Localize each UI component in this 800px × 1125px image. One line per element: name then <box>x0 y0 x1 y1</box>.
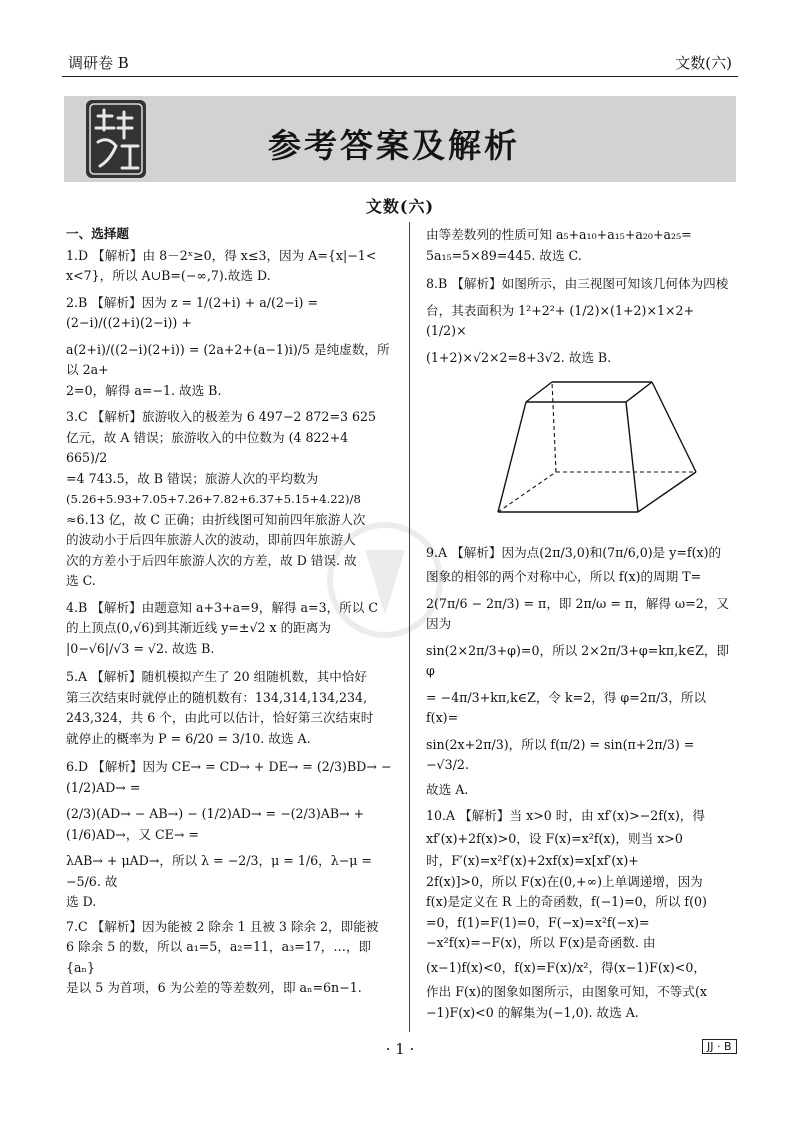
answer-5: 5.A 【解析】随机模拟产生了 20 组随机数，其中恰好 第三次结束时就停止的随机数有：134,314,134,234, 243,324，共 6 个，由此可以估计，恰好第三次结束时 就停止的概率为 P = 6/20 = 3/10. 故选 A. <box>66 669 374 746</box>
answer-7: 7.C 【解析】因为能被 2 除余 1 且被 3 除余 2，即能被 6 除余 5 的数，所以 a₁=5，a₂=11，a₃=17，…，即{aₙ} 是以 5 为首项，6 为公差的等差数列，即 aₙ=6n−1. <box>66 918 379 995</box>
header-right: 文数(六) <box>675 54 732 72</box>
header-left: 调研卷 B <box>68 54 129 72</box>
answer-10: 10.A 【解析】当 x>0 时，由 xf′(x)>−2f(x)，得 xf′(x)+2f(x)>0，设 F(x)=x²f(x)，则当 x>0 时，F′(x)=x²f′(x)+2xf(x)=x[xf′(x)+ 2f(x)]>0，所以 F(x)在(0,+∞)上单调递增，因为 f(x)是定义在 R 上的奇函数，f(−1)=0，所以 f(0) =0，f(1)=F(1)=0，F(−x)=x²f(−x)= −x²f(x)=−F(x)，所以 F(x)是奇函数. 由 (x−1)f(x)<0，f(x)=F(x)/x²，得(x−1)F(x)<0， 作出 F(x)的图象如图所示，由图象可知，不等式(x −1)F(x)<0 的解集为(−1,0). 故选 A. <box>426 808 707 1020</box>
section-title: 一、选择题 <box>66 226 129 241</box>
footer-tag: JJ · B <box>702 1039 737 1054</box>
answer-4: 4.B 【解析】由题意知 a+3+a=9，解得 a=3，所以 C 的上顶点(0,√6)到其渐近线 y=±√2 x 的距离为 |0−√6|/√3 = √2. 故选 B. <box>66 599 379 656</box>
header-rule <box>62 76 738 77</box>
column-divider <box>409 222 410 1032</box>
right-column <box>426 224 736 1023</box>
frustum-figure <box>426 374 736 524</box>
answer-9: 9.A 【解析】因为点(2π/3,0)和(7π/6,0)是 y=f(x)的 图象的相邻的两个对称中心，所以 f(x)的周期 T= 2(7π/6 − 2π/3) = π，即 2π/ω = π，解得 ω=2，又因为 sin(2×2π/3+φ)=0，所以 2×2π/3+φ=kπ,k∈Z，即 φ = −4π/3+kπ,k∈Z，令 k=2，得 φ=2π/3，所以 f(x)= sin(2x+2π/3)，所以 f(π/2) = sin(π+2π/3) = −√3/2. 故选 A. <box>426 544 730 797</box>
answer-8: 8.B 【解析】如图所示，由三视图可知该几何体为四棱 台，其表面积为 1²+2²+ (1/2)×(1+2)×1×2+ (1/2)× (1+2)×√2×2=8+3√2. 故选 B. <box>426 276 729 365</box>
left-column <box>66 224 392 999</box>
answer-3: 3.C 【解析】旅游收入的极差为 6 497−2 872=3 625 亿元，故 A 错误；旅游收入的中位数为 (4 822+4 665)/2 =4 743.5，故 B 错误；旅游人次的平均数为 (5.26+5.93+7.05+7.26+7.82+6.37+5.15+4.22)/8 ≈6.13 亿，故 C 正确；由折线图可知前四年旅游人次 的波动小于后四年旅游人次的波动，即前四年旅游人 次的方差小于后四年旅游人次的方差，故 D 错误. 故 选 C. <box>66 409 377 588</box>
seal-logo-icon <box>84 98 148 180</box>
answer-7-continued: 由等差数列的性质可知 a₅+a₁₀+a₁₅+a₂₀+a₂₅= 5a₁₅=5×89=445. 故选 C. <box>426 227 692 263</box>
answer-1: 1.D 【解析】由 8－2ˣ≥0，得 x≤3，因为 A={x|−1< x<7}，所以 A∪B=(−∞,7).故选 D. <box>66 247 377 283</box>
page-subtitle: 文数(六) <box>365 197 435 216</box>
banner-title: 参考答案及解析 <box>268 126 520 165</box>
answer-6: 6.D 【解析】因为 CE→ = CD→ + DE→ = (2/3)BD→ − (1/2)AD→ = (2/3)(AD→ − AB→) − (1/2)AD→ = −(2/3)AB→ + (1/6)AD→，又 CE→ = λAB→ + μAD→，所以 λ = −2/3，μ = 1/6，λ−μ = −5/6. 故 选 D. <box>66 759 392 909</box>
page-number: · 1 · <box>385 1040 415 1058</box>
answer-2: 2.B 【解析】因为 z = 1/(2+i) + a/(2−i) = (2−i)/((2+i)(2−i)) + a(2+i)/((2−i)(2+i)) = (2a+2+(a−1)i)/5 是纯虚数，所以 2a+ 2=0，解得 a=−1. 故选 B. <box>66 294 390 398</box>
